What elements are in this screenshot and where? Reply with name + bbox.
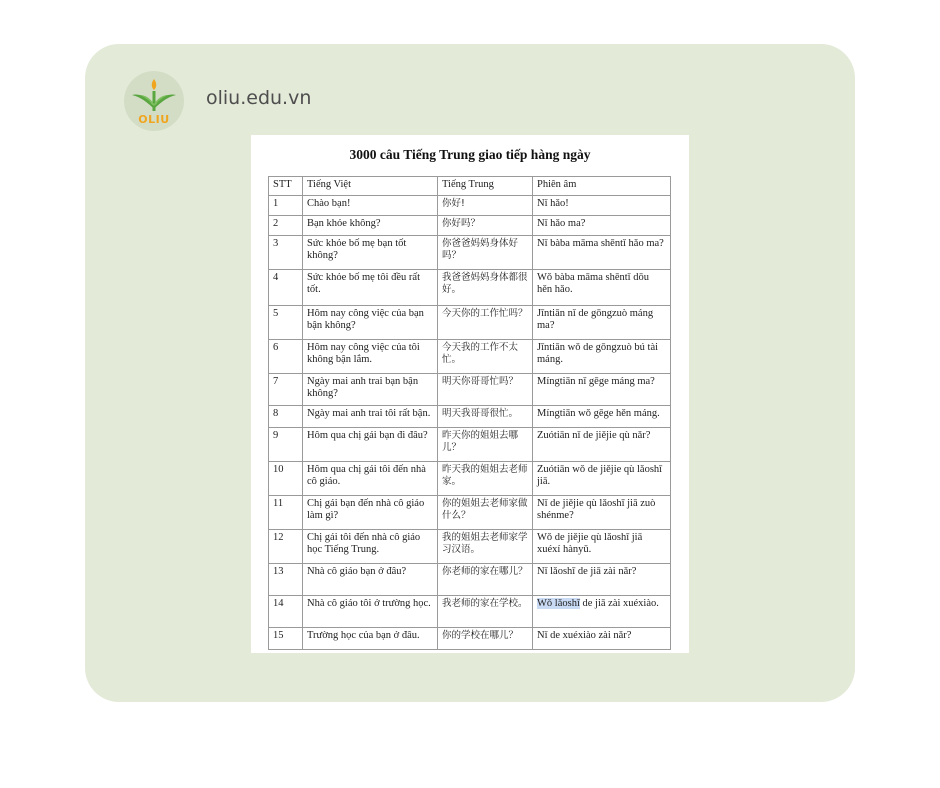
table-row: [269, 196, 671, 216]
row-number: 6: [269, 340, 303, 374]
chinese-cell: 今天我的工作不太忙。: [438, 340, 533, 374]
row-number: 7: [269, 374, 303, 406]
row-number: 11: [269, 496, 303, 530]
vietnamese-cell: Ngày mai anh trai bạn bận không?: [303, 374, 438, 406]
vietnamese-cell: Trường học của bạn ở đâu.: [303, 628, 438, 650]
row-number: 13: [269, 564, 303, 596]
pinyin-cell: Zuótiān wǒ de jiějie qù lǎoshī jiā.: [533, 462, 671, 496]
header-vietnamese: Tiếng Việt: [303, 177, 438, 196]
row-number: 12: [269, 530, 303, 564]
pinyin-cell: Wǒ de jiějie qù lǎoshī jiā xuéxí hànyǔ.: [533, 530, 671, 564]
chinese-cell: 你的姐姐去老师家做什么？: [438, 496, 533, 530]
table-row: [269, 306, 671, 340]
chinese-cell: 你爸爸妈妈身体好吗？: [438, 236, 533, 270]
vietnamese-cell: Sức khỏe bố mẹ bạn tốt không?: [303, 236, 438, 270]
pinyin-text: de jiā zài xuéxiào.: [579, 598, 659, 609]
row-number: 8: [269, 406, 303, 428]
phrase-table: [268, 176, 671, 650]
vietnamese-cell: Hôm nay công việc của tôi không bận lắm.: [303, 340, 438, 374]
chinese-cell: 明天你哥哥忙吗？: [438, 374, 533, 406]
pinyin-cell: Zuótiān nǐ de jiějie qù nǎr?: [533, 428, 671, 462]
table-row: [269, 236, 671, 270]
table-row: [269, 270, 671, 306]
table-row: [269, 374, 671, 406]
chinese-cell: 昨天你的姐姐去哪儿？: [438, 428, 533, 462]
vietnamese-cell: Chị gái bạn đến nhà cô giáo làm gì?: [303, 496, 438, 530]
table-row: [269, 462, 671, 496]
chinese-cell: 我的姐姐去老师家学习汉语。: [438, 530, 533, 564]
pinyin-cell: Míngtiān wǒ gēge hěn máng.: [533, 406, 671, 428]
pinyin-cell: [533, 596, 671, 628]
row-number: 1: [269, 196, 303, 216]
vietnamese-cell: Ngày mai anh trai tôi rất bận.: [303, 406, 438, 428]
site-url[interactable]: oliu.edu.vn: [206, 87, 312, 109]
table-row: [269, 628, 671, 650]
table-row: [269, 216, 671, 236]
selected-text[interactable]: Wǒ lǎoshī: [537, 598, 580, 609]
row-number: 4: [269, 270, 303, 306]
header-stt: STT: [269, 177, 303, 196]
table-row: [269, 406, 671, 428]
vietnamese-cell: Nhà cô giáo tôi ở trường học.: [303, 596, 438, 628]
header-chinese: Tiếng Trung: [438, 177, 533, 196]
row-number: 2: [269, 216, 303, 236]
vietnamese-cell: Nhà cô giáo bạn ở đâu?: [303, 564, 438, 596]
pinyin-cell: Nǐ hǎo!: [533, 196, 671, 216]
chinese-cell: 你的学校在哪儿？: [438, 628, 533, 650]
pinyin-cell: Míngtiān nǐ gēge máng ma?: [533, 374, 671, 406]
oliu-logo: [124, 71, 184, 131]
chinese-cell: 今天你的工作忙吗？: [438, 306, 533, 340]
row-number: 15: [269, 628, 303, 650]
chinese-cell: 你好!: [438, 196, 533, 216]
header-pinyin: Phiên âm: [533, 177, 671, 196]
chinese-cell: 我爸爸妈妈身体都很好。: [438, 270, 533, 306]
vietnamese-cell: Hôm qua chị gái bạn đi đâu?: [303, 428, 438, 462]
logo-text: OLIU: [138, 113, 170, 126]
pinyin-cell: Nǐ bàba māma shēntǐ hǎo ma?: [533, 236, 671, 270]
pinyin-cell: Jīntiān wǒ de gōngzuò bú tài máng.: [533, 340, 671, 374]
chinese-cell: 你好吗？: [438, 216, 533, 236]
row-number: 5: [269, 306, 303, 340]
table-row: [269, 340, 671, 374]
pinyin-cell: Nǐ de jiějie qù lǎoshī jiā zuò shénme?: [533, 496, 671, 530]
pinyin-cell: Wǒ bàba māma shēntǐ dōu hěn hǎo.: [533, 270, 671, 306]
vietnamese-cell: Chào bạn!: [303, 196, 438, 216]
chinese-cell: 你老师的家在哪儿？: [438, 564, 533, 596]
vietnamese-cell: Bạn khỏe không?: [303, 216, 438, 236]
table-row: [269, 496, 671, 530]
document-title: 3000 câu Tiếng Trung giao tiếp hàng ngày: [349, 147, 591, 162]
chinese-cell: 明天我哥哥很忙。: [438, 406, 533, 428]
vietnamese-cell: Hôm nay công việc của bạn bận không?: [303, 306, 438, 340]
table-row: [269, 596, 671, 628]
chinese-cell: 我老师的家在学校。: [438, 596, 533, 628]
pinyin-cell: Nǐ de xuéxiào zài nǎr?: [533, 628, 671, 650]
table-row: [269, 564, 671, 596]
table-row: [269, 530, 671, 564]
vietnamese-cell: Sức khỏe bố mẹ tôi đều rất tốt.: [303, 270, 438, 306]
document-page: [251, 135, 689, 653]
table-header-row: [269, 177, 671, 196]
row-number: 14: [269, 596, 303, 628]
pinyin-cell: Nǐ lǎoshī de jiā zài nǎr?: [533, 564, 671, 596]
row-number: 9: [269, 428, 303, 462]
pinyin-cell: Nǐ hǎo ma?: [533, 216, 671, 236]
vietnamese-cell: Chị gái tôi đến nhà cô giáo học Tiếng Trung.: [303, 530, 438, 564]
pinyin-cell: Jīntiān nǐ de gōngzuò máng ma?: [533, 306, 671, 340]
row-number: 10: [269, 462, 303, 496]
table-row: [269, 428, 671, 462]
chinese-cell: 昨天我的姐姐去老师家。: [438, 462, 533, 496]
row-number: 3: [269, 236, 303, 270]
vietnamese-cell: Hôm qua chị gái tôi đến nhà cô giáo.: [303, 462, 438, 496]
